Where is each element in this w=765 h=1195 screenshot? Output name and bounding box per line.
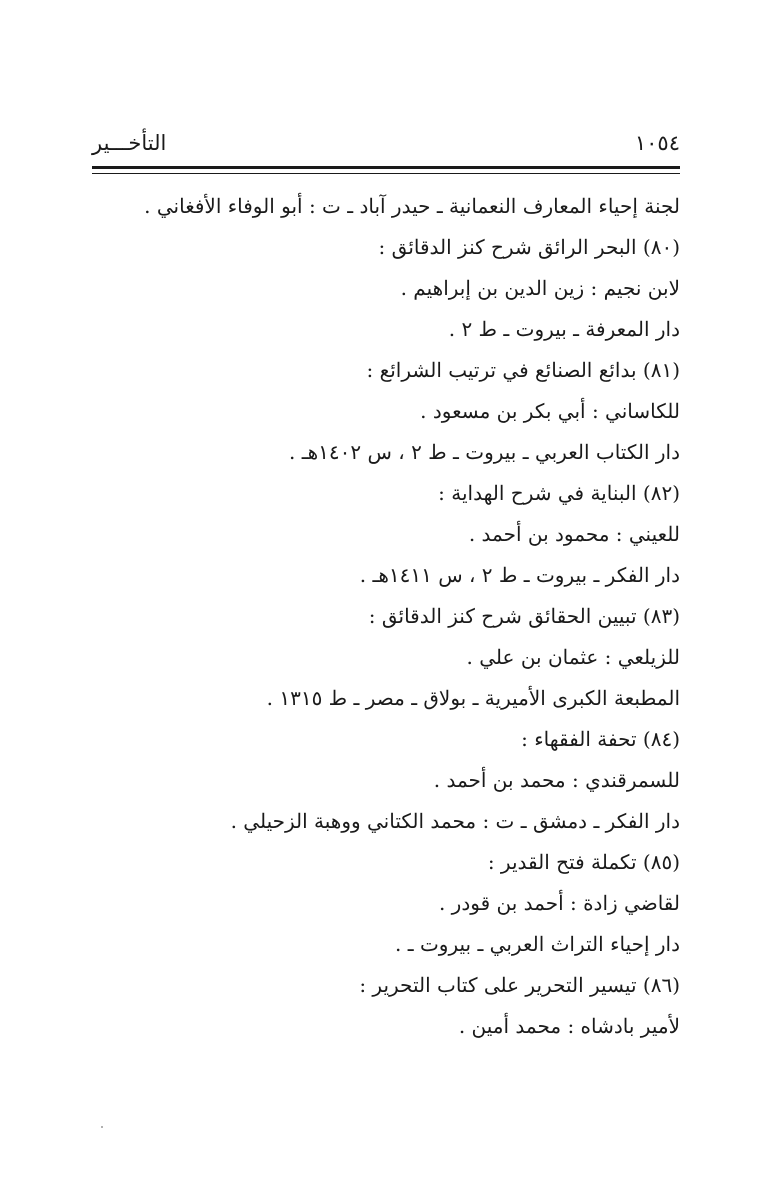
entry-author: لابن نجيم : زين الدين بن إبراهيم . — [400, 276, 680, 300]
entry-author: لقاضي زادة : أحمد بن قودر . — [438, 891, 680, 915]
running-title: التأخـــير — [92, 131, 167, 155]
entry-title: (٨١) بدائع الصنائع في ترتيب الشرائع : — [366, 358, 680, 382]
entry-publisher: دار الكتاب العربي ـ بيروت ـ ط ٢ ، س ١٤٠٢هـ . — [289, 440, 680, 464]
scan-speck — [101, 1126, 103, 1128]
entry-title: (٨٠) البحر الرائق شرح كنز الدقائق : — [378, 235, 680, 259]
entry-title: (٨٥) تكملة فتح القدير : — [487, 850, 680, 874]
bibliography-list — [92, 186, 680, 1047]
entry-publisher: دار إحياء التراث العربي ـ بيروت ـ . — [395, 932, 680, 956]
entry-publisher: دار الفكر ـ بيروت ـ ط ٢ ، س ١٤١١هـ . — [359, 563, 680, 587]
entry-author: للسمرقندي : محمد بن أحمد . — [433, 768, 680, 792]
text-line: لجنة إحياء المعارف النعمانية ـ حيدر آباد ـ ت : أبو الوفاء الأفغاني . — [144, 194, 680, 218]
header-rule-thick — [92, 166, 680, 169]
header-rule-thin — [92, 173, 680, 174]
entry-title: (٨٣) تبيين الحقائق شرح كنز الدقائق : — [368, 604, 680, 628]
entry-publisher: دار الفكر ـ دمشق ـ ت : محمد الكتاني ووهبة الزحيلي . — [230, 809, 680, 833]
entry-author: للزيلعي : عثمان بن علي . — [466, 645, 680, 669]
entry-publisher: دار المعرفة ـ بيروت ـ ط ٢ . — [448, 317, 680, 341]
page-header — [92, 128, 680, 164]
entry-title: (٨٢) البناية في شرح الهداية : — [438, 481, 680, 505]
page-number: ١٠٥٤ — [634, 131, 680, 155]
entry-title: (٨٤) تحفة الفقهاء : — [521, 727, 680, 751]
entry-author: للكاساني : أبي بكر بن مسعود . — [420, 399, 680, 423]
entry-author: لأمير بادشاه : محمد أمين . — [458, 1014, 680, 1038]
entry-author: للعيني : محمود بن أحمد . — [468, 522, 680, 546]
entry-publisher: المطبعة الكبرى الأميرية ـ بولاق ـ مصر ـ ط ١٣١٥ . — [266, 686, 680, 710]
entry-title: (٨٦) تيسير التحرير على كتاب التحرير : — [359, 973, 680, 997]
